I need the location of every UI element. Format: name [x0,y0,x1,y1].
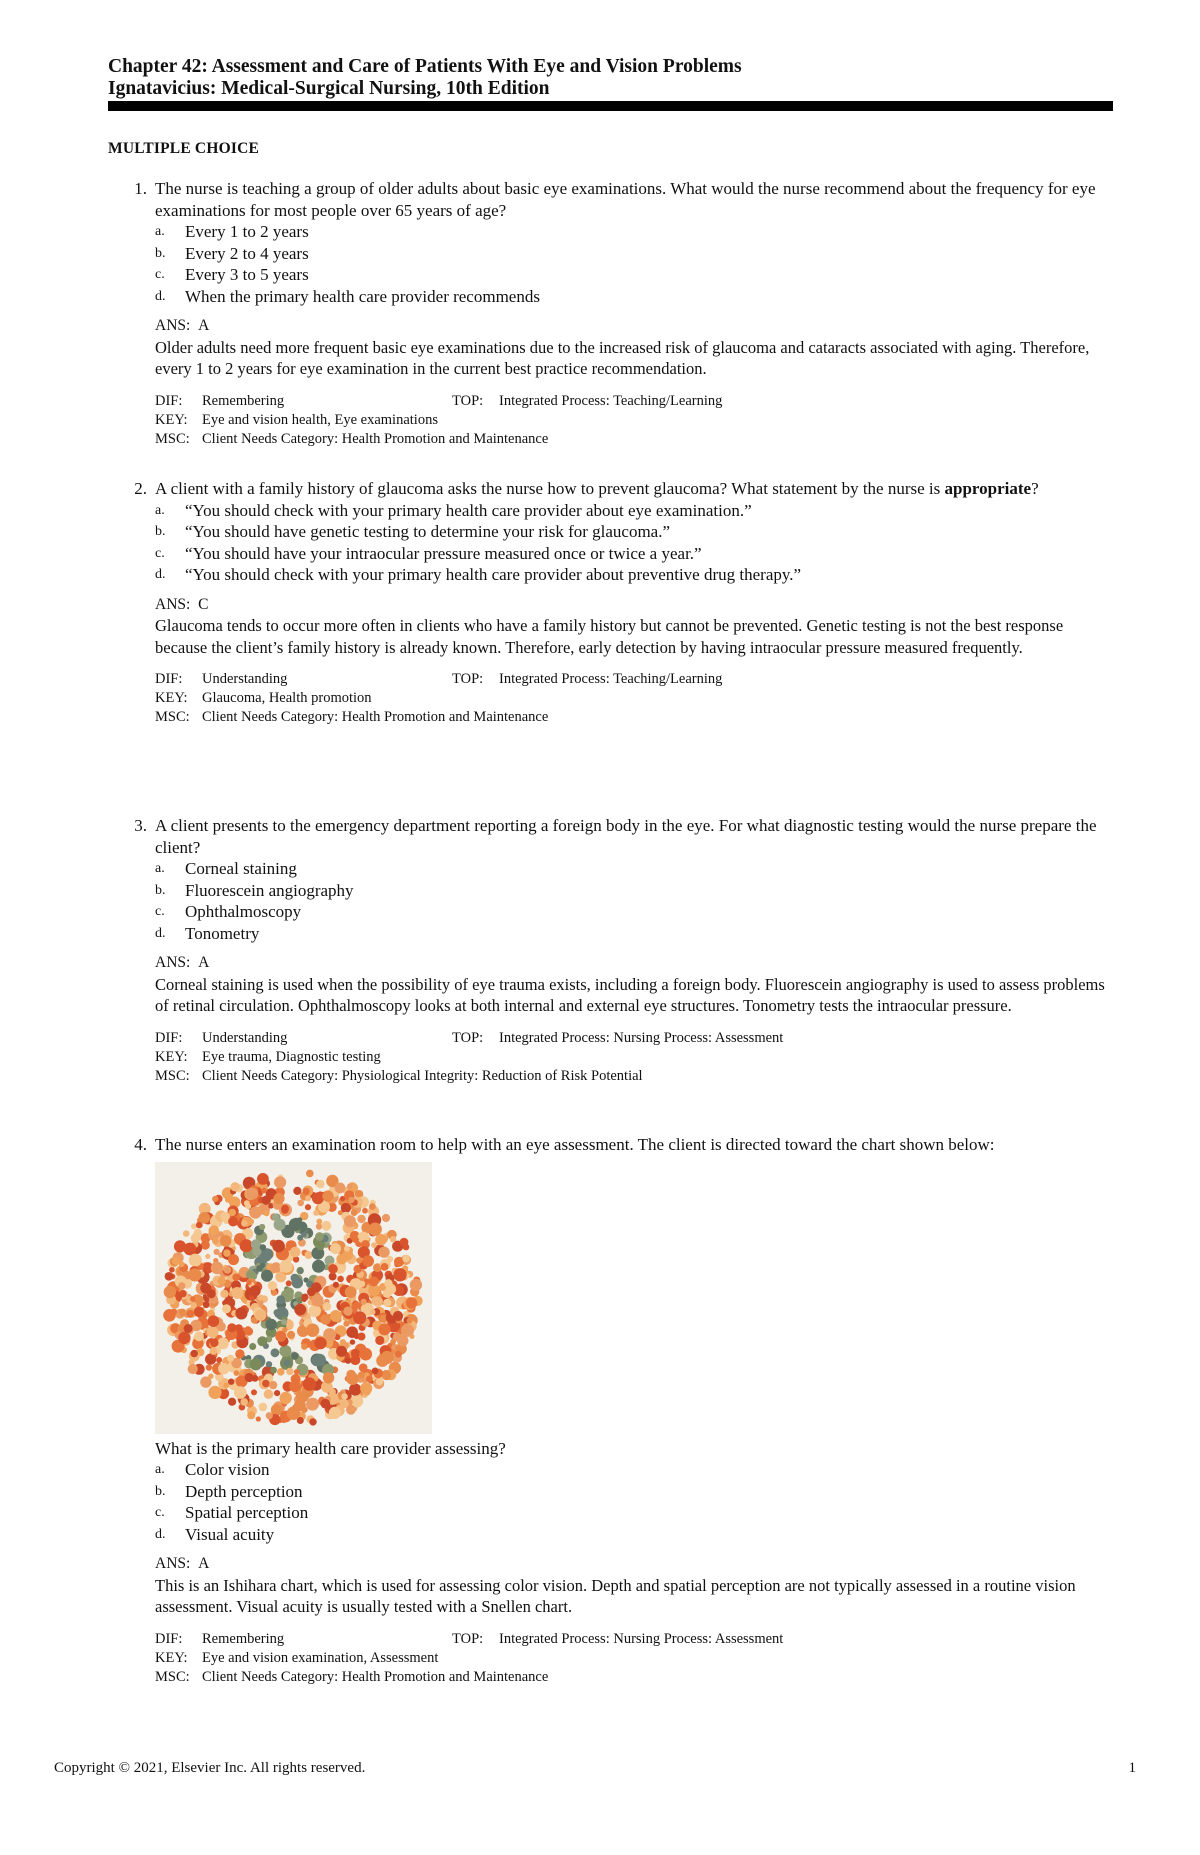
plate-dot [198,1212,210,1224]
plate-dot [309,1304,321,1316]
header-rule [108,101,1113,111]
plate-dot [353,1301,360,1308]
plate-dot [346,1404,356,1414]
plate-dot [273,1193,284,1204]
plate-dot [353,1311,366,1324]
plate-dot [297,1199,304,1206]
plate-dot [208,1373,213,1378]
plate-dot [346,1326,358,1338]
plate-dot [329,1272,337,1280]
plate-dot [251,1239,261,1249]
question-number: 3. [134,816,147,835]
plate-dot [205,1353,216,1364]
plate-dot [351,1209,358,1216]
plate-dot [266,1412,273,1419]
plate-dot [255,1309,267,1321]
plate-dot [234,1370,240,1376]
plate-dot [289,1218,302,1231]
page-number: 1 [1128,1760,1136,1776]
plate-dot [366,1375,373,1382]
plate-dot [263,1210,269,1216]
plate-dot [178,1331,190,1343]
plate-dot [286,1280,292,1286]
plate-dot [316,1179,324,1187]
plate-dot [228,1216,238,1226]
plate-dot [211,1261,224,1274]
plate-dot [322,1220,332,1230]
plate-dot [274,1390,280,1396]
question-stem: A client presents to the emergency department reporting a foreign body in the eye. For what diagnostic testing would the nurse prepare the client? [155,816,1097,857]
plate-dot [194,1306,204,1316]
plate-dot [336,1253,347,1264]
question-metadata: DIF: Remembering TOP: Integrated Process: Teaching/Learning KEY: Eye and vision health, Eye examinations MSC: Client Needs Category: Health Promotion and Maintenance [155,392,723,447]
plate-dot [312,1259,325,1272]
plate-dot [291,1352,299,1360]
plate-dot [188,1268,201,1281]
option-c: c. Spatial perception [155,1503,309,1522]
plate-dot [343,1320,349,1326]
plate-dot [171,1308,177,1314]
plate-dot [343,1306,352,1315]
plate-dot [274,1309,281,1316]
plate-dot [345,1357,351,1363]
plate-dot [282,1262,293,1273]
plate-dot [277,1368,285,1376]
plate-dot [284,1359,291,1366]
plate-dot [302,1296,307,1301]
plate-dot [372,1296,383,1307]
plate-dot [370,1309,376,1315]
plate-dot [352,1236,359,1243]
option-b: b. Fluorescein angiography [155,880,354,900]
plate-dot [203,1301,210,1308]
option-a: a. Corneal staining [155,859,297,878]
plate-dot [286,1367,293,1374]
plate-dot [316,1223,322,1229]
plate-dot [249,1206,261,1218]
plate-dot [265,1318,277,1330]
answer: ANS: A [155,1555,210,1572]
question-3 [108,815,1118,1086]
plate-dot [311,1294,323,1306]
plate-dot [287,1330,295,1338]
plate-dot [244,1200,250,1206]
plate-dot [261,1187,266,1192]
plate-dot [328,1264,338,1274]
question-stem-followup: What is the primary health care provider assessing? [155,1438,506,1458]
plate-dot [347,1183,352,1188]
plate-dot [234,1386,247,1399]
plate-dot [402,1254,410,1262]
plate-dot [169,1267,175,1273]
plate-dot [250,1285,261,1296]
plate-dot [274,1176,286,1188]
plate-dot [382,1213,390,1221]
plate-dot [223,1249,231,1257]
chapter-title: Chapter 42: Assessment and Care of Patients With Eye and Vision Problems [108,56,742,77]
question-number: 2. [134,479,147,498]
plate-dot [228,1378,234,1384]
plate-dot [280,1391,292,1403]
plate-dot [172,1256,181,1265]
plate-dot [240,1239,253,1252]
plate-dot [210,1338,219,1347]
plate-dot [321,1398,331,1408]
plate-dot [323,1372,334,1383]
plate-dot [344,1245,350,1251]
plate-dot [407,1317,413,1323]
plate-dot [262,1195,271,1204]
plate-dot [188,1363,198,1373]
plate-dot [297,1234,303,1240]
plate-dot [258,1294,264,1300]
plate-dot [397,1334,408,1345]
plate-dot [369,1276,379,1286]
page-footer [54,1760,1136,1777]
plate-dot [369,1222,382,1235]
plate-dot [250,1358,262,1370]
plate-dot [378,1323,390,1335]
plate-dot [208,1315,220,1327]
plate-dot [222,1304,231,1313]
plate-dot [393,1268,406,1281]
plate-dot [303,1377,316,1390]
plate-dot [348,1196,354,1202]
plate-dot [178,1282,185,1289]
plate-dot [260,1244,266,1250]
answer: ANS: C [155,595,209,613]
plate-dot [208,1385,221,1398]
plate-dot [179,1308,187,1316]
plate-dot [358,1332,366,1340]
plate-dot [340,1339,346,1345]
plate-dot [341,1393,347,1399]
plate-dot [406,1297,417,1308]
plate-dot [271,1348,280,1357]
plate-dot [206,1364,212,1370]
question-stem: The nurse enters an examination room to help with an eye assessment. The client is directed toward the chart shown below: [155,1135,995,1154]
question-4 [108,1134,1118,1687]
plate-dot [395,1350,402,1357]
plate-dot [346,1372,359,1385]
option-a: a. “You should check with your primary health care provider about eye examination.” [155,500,752,520]
option-d: d. Tonometry [155,923,260,943]
rationale: Glaucoma tends to occur more often in clients who have a family history but cannot be prevented. Genetic testing is not the best response because the client’s family history is already known. Therefore, early detection by having intraocular pressure measured frequently. [155,616,1064,657]
plate-dot [294,1399,306,1411]
plate-dot [350,1339,355,1344]
plate-dot [360,1382,372,1394]
plate-dot [260,1262,266,1268]
plate-dot [228,1397,236,1405]
plate-dot [305,1195,311,1201]
plate-dot [320,1314,331,1325]
plate-dot [189,1253,202,1266]
question-2 [108,478,1118,727]
plate-dot [362,1255,374,1267]
plate-dot [381,1263,389,1271]
plate-dot [184,1324,193,1333]
option-b: b. “You should have genetic testing to determine your risk for glaucoma.” [155,522,671,541]
plate-dot [298,1268,303,1273]
question-metadata: DIF: Remembering TOP: Integrated Process: Nursing Process: Assessment KEY: Eye and vision examination, Assessment MSC: Client Needs Category: Health Promotion and Maintenance [155,1630,784,1685]
plate-dot [344,1215,356,1227]
plate-dot [312,1355,322,1365]
plate-dot [358,1371,365,1378]
section-title: MULTIPLE CHOICE [108,140,259,157]
plate-dot [282,1327,287,1332]
option-c: c. “You should have your intraocular pressure measured once or twice a year.” [155,543,702,563]
question-number: 4. [134,1135,147,1154]
plate-dot [313,1210,319,1216]
plate-dot [329,1406,341,1418]
plate-dot [245,1326,251,1332]
plate-dot [349,1383,361,1395]
plate-dot [403,1243,410,1250]
plate-dot [186,1309,194,1317]
plate-dot [294,1369,300,1375]
plate-dot [190,1302,196,1308]
plate-dot [293,1186,301,1194]
plate-dot [378,1246,389,1257]
plate-dot [200,1282,211,1293]
plate-dot [322,1190,333,1201]
rationale: Older adults need more frequent basic eye examinations due to the increased risk of glaucoma and cataracts associated with aging. Therefore, every 1 to 2 years for eye examination in the current best practice recommendation. [155,337,1090,378]
plate-dot [323,1328,336,1341]
plate-dot [235,1349,244,1358]
plate-dot [330,1310,342,1322]
plate-dot [270,1366,277,1373]
plate-dot [220,1289,228,1297]
plate-dot [259,1402,268,1411]
plate-dot [191,1233,201,1243]
plate-dot [276,1295,285,1304]
copyright-notice: Copyright © 2021, Elsevier Inc. All rights reserved. [54,1760,366,1776]
plate-dot [184,1242,197,1255]
plate-dot [336,1345,347,1356]
plate-dot [375,1335,384,1344]
plate-dot [228,1254,239,1265]
plate-dot [220,1235,232,1247]
plate-dot [281,1204,289,1212]
plate-dot [357,1214,365,1222]
plate-dot [207,1326,219,1338]
plate-dot [289,1380,300,1391]
plate-dot [323,1302,332,1311]
plate-dot [257,1173,269,1185]
question-number: 1. [134,179,147,198]
plate-dot [247,1411,255,1419]
plate-dot [306,1397,319,1410]
rationale: Corneal staining is used when the possibility of eye trauma exists, including a foreign body. Fluorescein angiography is used to assess problems of retinal circulation. Ophthalmoscopy looks at both internal and external eye structures. Tonometry tests the intraocular pressure. [155,974,1105,1015]
plate-dot [376,1378,383,1385]
plate-dot [359,1347,372,1360]
option-c: c. Every 3 to 5 years [155,265,309,284]
plate-dot [362,1207,368,1213]
plate-dot [369,1203,376,1210]
plate-dot [194,1331,204,1341]
plate-dot [345,1286,357,1298]
plate-dot [235,1307,247,1319]
plate-dot [335,1182,346,1193]
plate-dot [231,1287,243,1299]
plate-dot [190,1296,195,1301]
plate-dot [227,1354,234,1361]
plate-dot [218,1363,229,1374]
plate-dot [256,1416,261,1421]
plate-dot [390,1236,396,1242]
plate-dot [410,1278,422,1290]
plate-dot [214,1248,220,1254]
plate-dot [281,1319,287,1325]
plate-dot [290,1246,301,1257]
question-metadata: DIF: Understanding TOP: Integrated Process: Nursing Process: Assessment KEY: Eye trauma, Diagnostic testing MSC: Client Needs Category: Physiological Integrity: Reduction of Risk Potential [155,1029,784,1084]
plate-dot [246,1187,258,1199]
question-1 [108,178,1118,449]
plate-dot [393,1310,403,1320]
plate-dot [291,1273,299,1281]
plate-dot [301,1343,307,1349]
plate-dot [165,1272,174,1281]
plate-dot [205,1253,210,1258]
plate-dot [249,1343,256,1350]
plate-dot [337,1275,344,1282]
plate-dot [386,1283,397,1294]
plate-dot [183,1230,190,1237]
plate-dot [232,1273,240,1281]
plate-dot [303,1187,310,1194]
plate-dot [266,1361,272,1367]
option-d: d. Visual acuity [155,1524,275,1544]
plate-dot [350,1354,360,1364]
answer: ANS: A [155,317,210,334]
plate-dot [257,1336,267,1346]
plate-dot [305,1204,311,1210]
plate-dot [262,1379,270,1387]
answer: ANS: A [155,954,210,971]
book-title: Ignatavicius: Medical-Surgical Nursing, 10th Edition [108,78,550,99]
option-a: a. Color vision [155,1460,270,1479]
option-c: c. Ophthalmoscopy [155,902,302,921]
plate-dot [372,1367,379,1374]
option-d: d. When the primary health care provider recommends [155,286,540,306]
plate-dot [274,1218,286,1230]
plate-dot [279,1345,291,1357]
plate-dot [240,1398,248,1406]
plate-dot [382,1370,390,1378]
plate-dot [251,1389,257,1395]
option-a: a. Every 1 to 2 years [155,222,309,241]
plate-dot [387,1255,393,1261]
plate-dot [210,1347,218,1355]
question-stem: A client with a family history of glaucoma asks the nurse how to prevent glaucoma? What statement by the nurse is appropriate? [155,479,1039,498]
plate-dot [306,1169,314,1177]
plate-dot [227,1323,236,1332]
plate-dot [333,1281,339,1287]
plate-dot [223,1265,231,1273]
plate-dot [306,1323,319,1336]
question-metadata: DIF: Understanding TOP: Integrated Process: Teaching/Learning KEY: Glaucoma, Health promotion MSC: Client Needs Category: Health Promotion and Maintenance [155,671,723,725]
plate-dot [247,1218,254,1225]
plate-dot [268,1281,277,1290]
plate-dot [315,1232,324,1241]
plate-dot [330,1243,341,1254]
plate-dot [164,1285,176,1297]
plate-dot [190,1349,198,1357]
question-stem: The nurse is teaching a group of older adults about basic eye examinations. What would the nurse recommend about the frequency for eye examinations for most people over 65 years of age? [155,179,1096,220]
rationale: This is an Ishihara chart, which is used for assessing color vision. Depth and spatial perception are not typically assessed in a routine vision assessment. Visual acuity is usually tested with a Snellen chart. [155,1575,1076,1616]
option-b: b. Every 2 to 4 years [155,243,309,263]
plate-dot [371,1242,377,1248]
plate-dot [356,1257,362,1263]
plate-dot [259,1223,265,1229]
plate-dot [247,1280,252,1285]
plate-dot [212,1237,219,1244]
plate-dot [212,1195,218,1201]
plate-dot [271,1289,277,1295]
plate-dot [216,1357,222,1363]
plate-dot [361,1298,367,1304]
plate-dot [272,1239,285,1252]
plate-dot [241,1220,248,1227]
plate-dot [312,1192,324,1204]
plate-dot [261,1269,273,1281]
option-b: b. Depth perception [155,1481,303,1501]
plate-dot [311,1282,321,1292]
plate-dot [359,1363,368,1372]
plate-dot [223,1382,229,1388]
plate-dot [217,1337,229,1349]
plate-dot [376,1354,388,1366]
plate-dot [209,1225,220,1236]
plate-dot [294,1303,306,1315]
plate-dot [305,1251,313,1259]
plate-dot [341,1202,351,1212]
plate-dot [309,1418,316,1425]
option-d: d. “You should check with your primary health care provider about preventive drug therapy.” [155,565,802,584]
document-header [108,56,1108,100]
plate-dot [217,1276,225,1284]
plate-dot [269,1380,277,1388]
plate-dot [230,1182,239,1191]
plate-dot [264,1389,274,1399]
ishihara-plate-image [155,1162,432,1434]
plate-dot [383,1298,391,1306]
plate-dot [252,1375,259,1382]
